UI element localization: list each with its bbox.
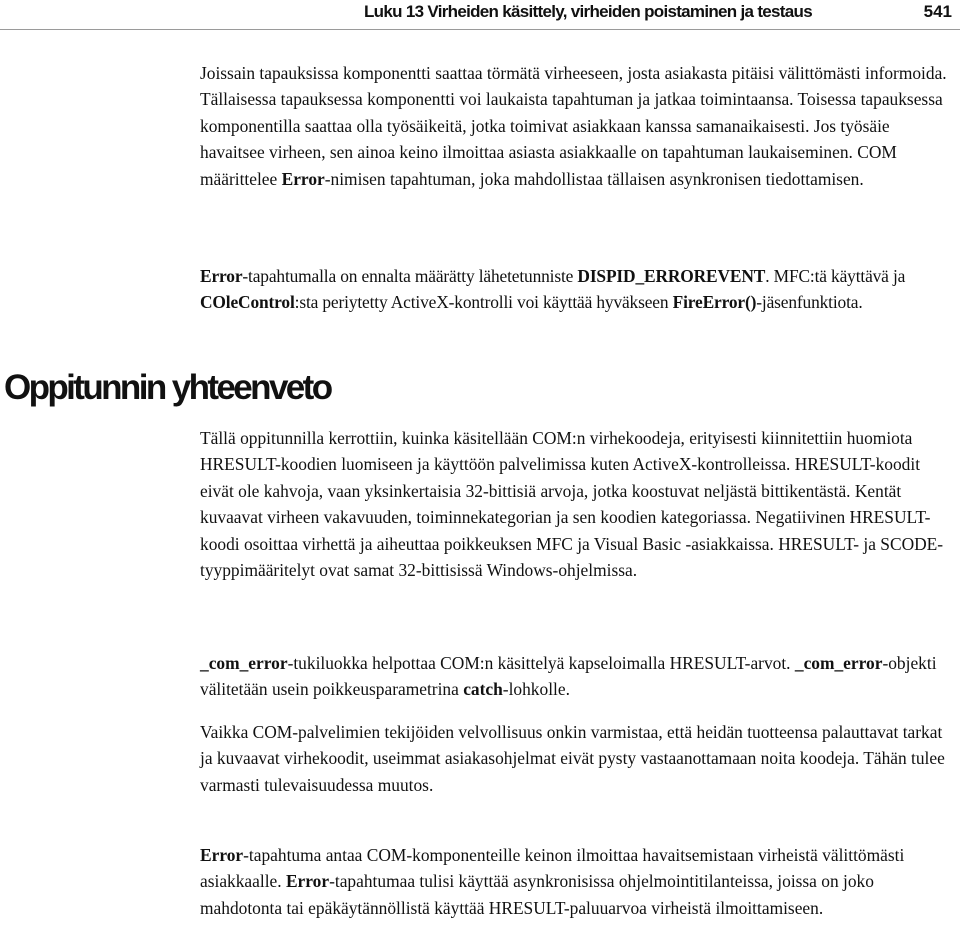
keyword-com-error: _com_error <box>794 653 883 673</box>
paragraph-error-event-intro <box>200 60 952 192</box>
keyword-colecontrol: COleControl <box>200 292 295 313</box>
text-run: :sta periytetty ActiveX-kontrolli voi käyttää hyväkseen <box>294 292 673 313</box>
page-header <box>0 0 960 30</box>
paragraph-summary-error-event <box>200 842 952 921</box>
text-run: -objekti välitetään usein poikkeusparametrina <box>200 653 937 700</box>
text-run: Vaikka COM-palvelimien tekijöiden velvollisuus onkin varmistaa, että heidän tuotteensa palauttavat tarkat ja kuvaavat virhekoodit, useimmat asiakasohjelmat eivät pysty vastaanottamaan noita koodeja. Tähän tulee varmasti tulevaisuudessa muutos. <box>200 722 945 795</box>
text-run: -tapahtumaa tulisi käyttää asynkronisissa ohjelmointitilanteissa, joissa on joko mahdotonta tai epäkäytännöllistä käyttää HRESULT-paluuarvoa virheistä ilmoittamiseen. <box>200 871 874 918</box>
paragraph-summary-servers <box>200 719 952 798</box>
keyword-error: Error <box>200 845 244 865</box>
text-run: -nimisen tapahtuman, joka mahdollistaa tällaisen asynkronisen tiedottamisen. <box>324 168 864 189</box>
text-run: -tapahtuma antaa COM-komponenteille keinon ilmoittaa havaitsemistaan virheistä välittömästi asiakkaalle. <box>200 845 905 892</box>
keyword-com-error: _com_error <box>200 653 288 673</box>
keyword-dispid-errorevent: DISPID_ERROREVENT <box>577 266 766 286</box>
keyword-error: Error <box>200 266 243 286</box>
keyword-fireerror: FireError() <box>672 292 757 313</box>
text-run: Joissain tapauksissa komponentti saattaa törmätä virheeseen, josta asiakasta pitäisi välittömästi informoida. Tällaisessa tapauksessa komponentti voi laukaista tapahtuman ja jatkaa toimintaansa. Toisessa tapauksessa komponentilla saattaa olla työsäikeitä, jotka toimivat asiakkaan kanssa samanaikaisesti. Jos työsäie havaitsee virheen, sen ainoa keino ilmoittaa asiasta asiakkaalle on tapahtuman laukaiseminen. COM määrittelee <box>200 63 947 189</box>
paragraph-summary-com-error <box>200 650 952 703</box>
section-heading-summary: Oppitunnin yhteenveto <box>4 368 331 407</box>
keyword-error: Error <box>281 168 325 189</box>
text-run: -tapahtumalla on ennalta määrätty lähetetunniste <box>242 266 578 286</box>
page-number: 541 <box>923 2 952 21</box>
paragraph-summary-hresult <box>200 425 952 583</box>
chapter-title: Luku 13 Virheiden käsittely, virheiden poistaminen ja testaus <box>364 2 812 21</box>
keyword-error: Error <box>285 871 330 892</box>
keyword-catch: catch <box>463 679 503 700</box>
text-run: -jäsenfunktiota. <box>756 292 863 313</box>
text-run: Tällä oppitunnilla kerrottiin, kuinka käsitellään COM:n virhekoodeja, erityisesti kiinnitettiin huomiota HRESULT-koodien luomiseen ja käyttöön palvelimissa kuten ActiveX-kontrolleissa. HRESULT-koodit eivät ole kahvoja, vaan yksinkertaisia 32-bittisiä arvoja, jotka koostuvat neljästä bittikentästä. Kentät kuvaavat virheen vakavuuden, toiminnekategorian ja sen koodien kategoriassa. Negatiivinen HRESULT-koodi osoittaa virhettä ja aiheuttaa poikkeuksen MFC ja Visual Basic -asiakkaissa. HRESULT- ja SCODE-tyyppimääritelyt ovat samat 32-bittisissä Windows-ohjelmissa. <box>200 428 944 581</box>
text-run: -tukiluokka helpottaa COM:n käsittelyä kapseloimalla HRESULT-arvot. <box>287 653 795 673</box>
text-run: -lohkolle. <box>502 679 570 700</box>
paragraph-error-dispid <box>200 263 952 316</box>
text-run: . MFC:tä käyttävä ja <box>765 266 906 286</box>
header-rule <box>0 29 960 30</box>
